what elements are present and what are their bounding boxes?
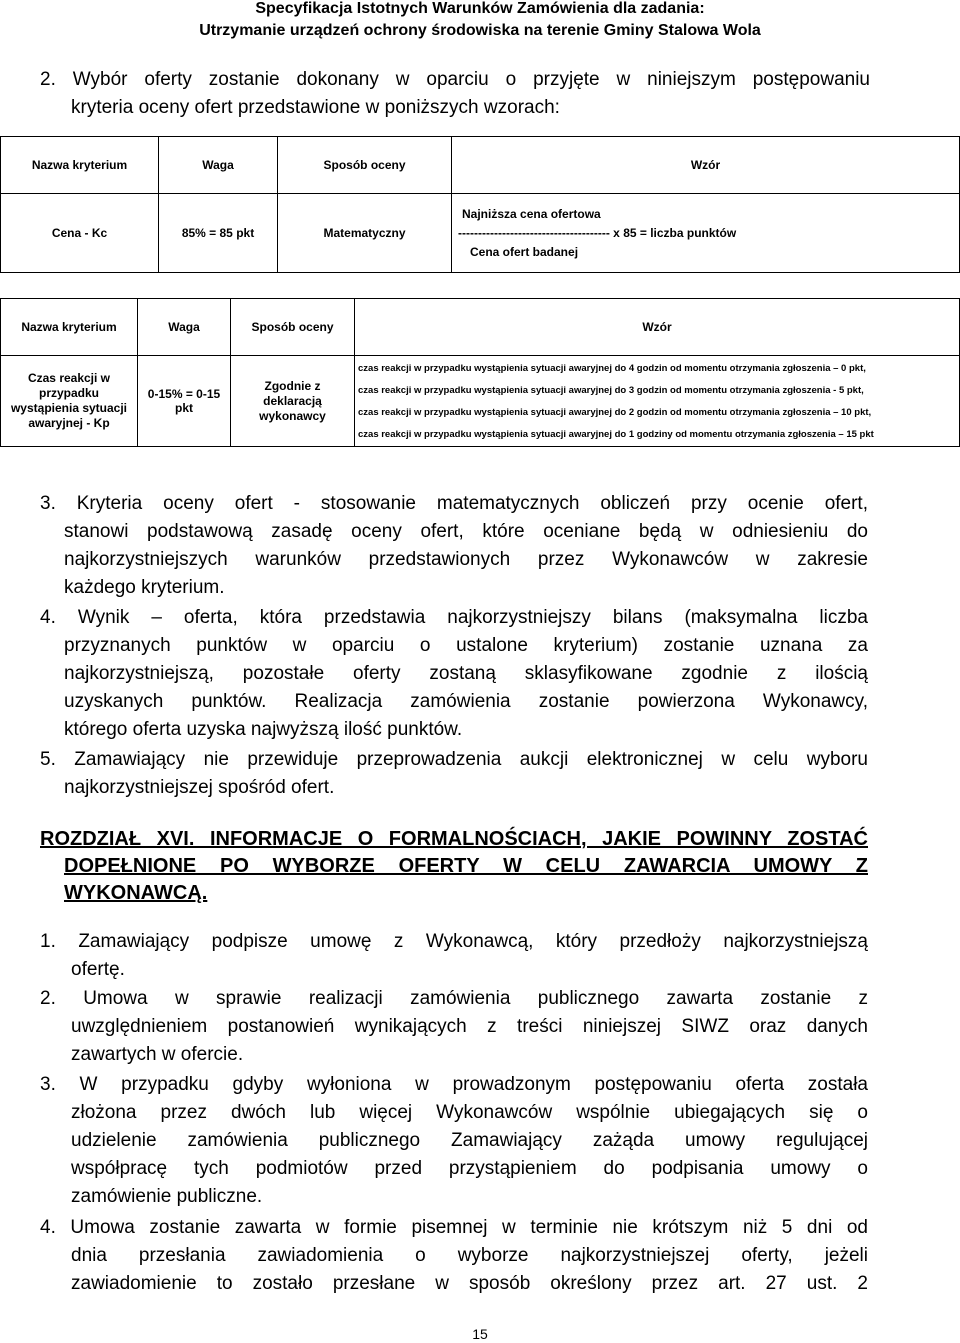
t2-name-line-3: wystąpienia sytuacji: [10, 401, 128, 415]
t2-formula-line: czas reakcji w przypadku wystąpienia sytuacji awaryjnej do 4 godzin od momentu otrzymania zgłoszenia – 0 pkt,: [358, 363, 866, 374]
t1-method: Matematyczny: [278, 194, 452, 273]
p3-line-2: stanowi podstawową zasadę oceny ofert, które oceniane będą w odniesieniu do: [64, 521, 868, 542]
t2-header-method: Sposób oceny: [231, 299, 355, 356]
t2-method-line-1: Zgodnie z: [264, 378, 321, 393]
paragraph-4: [40, 604, 868, 744]
t2-name-line-4: awaryjnej - Kp: [28, 416, 110, 430]
s3-line-2: złożona przez dwóch lub więcej Wykonawców wspólnie ubiegających się o: [71, 1102, 868, 1123]
p5-line-1: 5. Zamawiający nie przewiduje przeprowadzenia aukcji elektronicznej w celu wyboru: [40, 749, 868, 770]
header-line-1: Specyfikacja Istotnych Warunków Zamówienia dla zadania:: [255, 0, 705, 17]
s4-line-3: zawiadomienie to zostało przesłane w sposób określony przez art. 27 ust. 2: [71, 1273, 868, 1294]
t1-formula: [452, 194, 960, 273]
t2-method-line-3: wykonawcy: [259, 408, 326, 423]
s2-line-2: uwzględnieniem postanowień wynikających z treści niniejszej SIWZ oraz danych: [71, 1016, 868, 1037]
t1-header-method: Sposób oceny: [278, 137, 452, 194]
s4-line-2: dnia przesłania zawiadomienia o wyborze najkorzystniejszej oferty, jeżeli: [71, 1245, 868, 1266]
paragraph-2: [40, 66, 870, 122]
criteria-table-price: [0, 136, 960, 273]
t2-weight: 0-15% = 0-15 pkt: [138, 356, 231, 447]
t2-method: [231, 356, 355, 447]
t2-formula-line: czas reakcji w przypadku wystąpienia sytuacji awaryjnej do 2 godzin od momentu otrzymania zgłoszenia – 10 pkt,: [358, 407, 872, 418]
s3-line-5: zamówienie publiczne.: [71, 1186, 263, 1207]
t2-method-line-2: deklaracją: [263, 393, 322, 408]
s4-line-1: 4. Umowa zostanie zawarta w formie pisemnej w terminie nie krótszym niż 5 dni od: [40, 1217, 868, 1238]
s2-line-3: zawartych w ofercie.: [71, 1044, 244, 1065]
p4-line-5: którego oferta uzyska najwyższą ilość punktów.: [64, 719, 463, 740]
t1-formula-denominator: Cena ofert badanej: [470, 244, 579, 259]
page-number: 15: [472, 1326, 488, 1342]
t2-header-weight: Waga: [138, 299, 231, 356]
t2-name: [1, 356, 138, 447]
p4-line-4: uzyskanych punktów. Realizacja zamówienia zostanie powierzona Wykonawcy,: [64, 691, 868, 712]
t1-formula-fraction: -------------------------------------- x 85 = liczba punktów: [458, 225, 737, 240]
p2-line-2: kryteria oceny ofert przedstawione w poniższych wzorach:: [71, 97, 560, 118]
heading-line-3: WYKONAWCĄ.: [64, 882, 208, 904]
t1-header-formula: Wzór: [452, 137, 960, 194]
s2-line-1: 2. Umowa w sprawie realizacji zamówienia publicznego zawarta zostanie z: [40, 988, 868, 1009]
t1-formula-numerator: Najniższa cena ofertowa: [462, 206, 601, 221]
t2-formula-line: czas reakcji w przypadku wystąpienia sytuacji awaryjnej do 1 godziny od momentu otrzymania zgłoszenia – 15 pkt: [358, 429, 874, 440]
t2-formula: [355, 356, 960, 447]
t1-weight: 85% = 85 pkt: [159, 194, 278, 273]
s3-line-4: współpracę tych podmiotów przed przystąpieniem do podpisania umowy o: [71, 1158, 868, 1179]
p2-line-1: 2. Wybór oferty zostanie dokonany w oparciu o przyjęte w niniejszym postępowaniu: [40, 69, 870, 90]
criteria-table-response-time: [0, 298, 960, 447]
p3-line-4: każdego kryterium.: [64, 577, 225, 598]
header-line-2: Utrzymanie urządzeń ochrony środowiska na terenie Gminy Stalowa Wola: [199, 22, 761, 39]
t2-formula-line: czas reakcji w przypadku wystąpienia sytuacji awaryjnej do 3 godzin od momentu otrzymania zgłoszenia - 5 pkt,: [358, 385, 864, 396]
t2-name-line-1: Czas reakcji w: [27, 371, 111, 385]
p3-line-3: najkorzystniejszych warunków przedstawionych przez Wykonawców w zakresie: [64, 549, 868, 570]
section-1: [40, 928, 868, 984]
t1-header-weight: Waga: [159, 137, 278, 194]
t2-header-formula: Wzór: [355, 299, 960, 356]
paragraph-5: [40, 746, 868, 802]
p4-line-1: 4. Wynik – oferta, która przedstawia najkorzystniejszy bilans (maksymalna liczba: [40, 607, 868, 628]
s1-line-1: 1. Zamawiający podpisze umowę z Wykonawcą, który przedłoży najkorzystniejszą: [40, 931, 868, 952]
t1-name: Cena - Kc: [1, 194, 159, 273]
heading-line-2: DOPEŁNIONE PO WYBORZE OFERTY W CELU ZAWARCIA UMOWY Z: [64, 855, 868, 877]
section-3: [40, 1071, 868, 1211]
section-2: [40, 985, 868, 1069]
p3-line-1: 3. Kryteria oceny ofert - stosowanie matematycznych obliczeń przy ocenie ofert,: [40, 493, 868, 514]
t2-name-line-2: przypadku: [38, 386, 99, 400]
s3-line-1: 3. W przypadku gdyby wyłoniona w prowadzonym postępowaniu oferta została: [40, 1074, 868, 1095]
s3-line-3: udzielenie zamówienia publicznego Zamawiający zażąda umowy regulującej: [71, 1130, 868, 1151]
p5-line-2: najkorzystniejszej spośród ofert.: [64, 777, 335, 798]
p4-line-3: najkorzystniejszą, pozostałe oferty zostaną sklasyfikowane zgodnie z ilością: [64, 663, 868, 684]
s1-line-2: ofertę.: [71, 959, 125, 980]
paragraph-3: [40, 490, 868, 602]
t2-header-name: Nazwa kryterium: [1, 299, 138, 356]
section-4: [40, 1214, 868, 1298]
t1-header-name: Nazwa kryterium: [1, 137, 159, 194]
p4-line-2: przyznanych punktów w oparciu o ustalone kryterium) zostanie uznana za: [64, 635, 868, 656]
chapter-heading: [40, 826, 868, 907]
heading-line-1: ROZDZIAŁ XVI. INFORMACJE O FORMALNOŚCIACH, JAKIE POWINNY ZOSTAĆ: [40, 828, 868, 850]
